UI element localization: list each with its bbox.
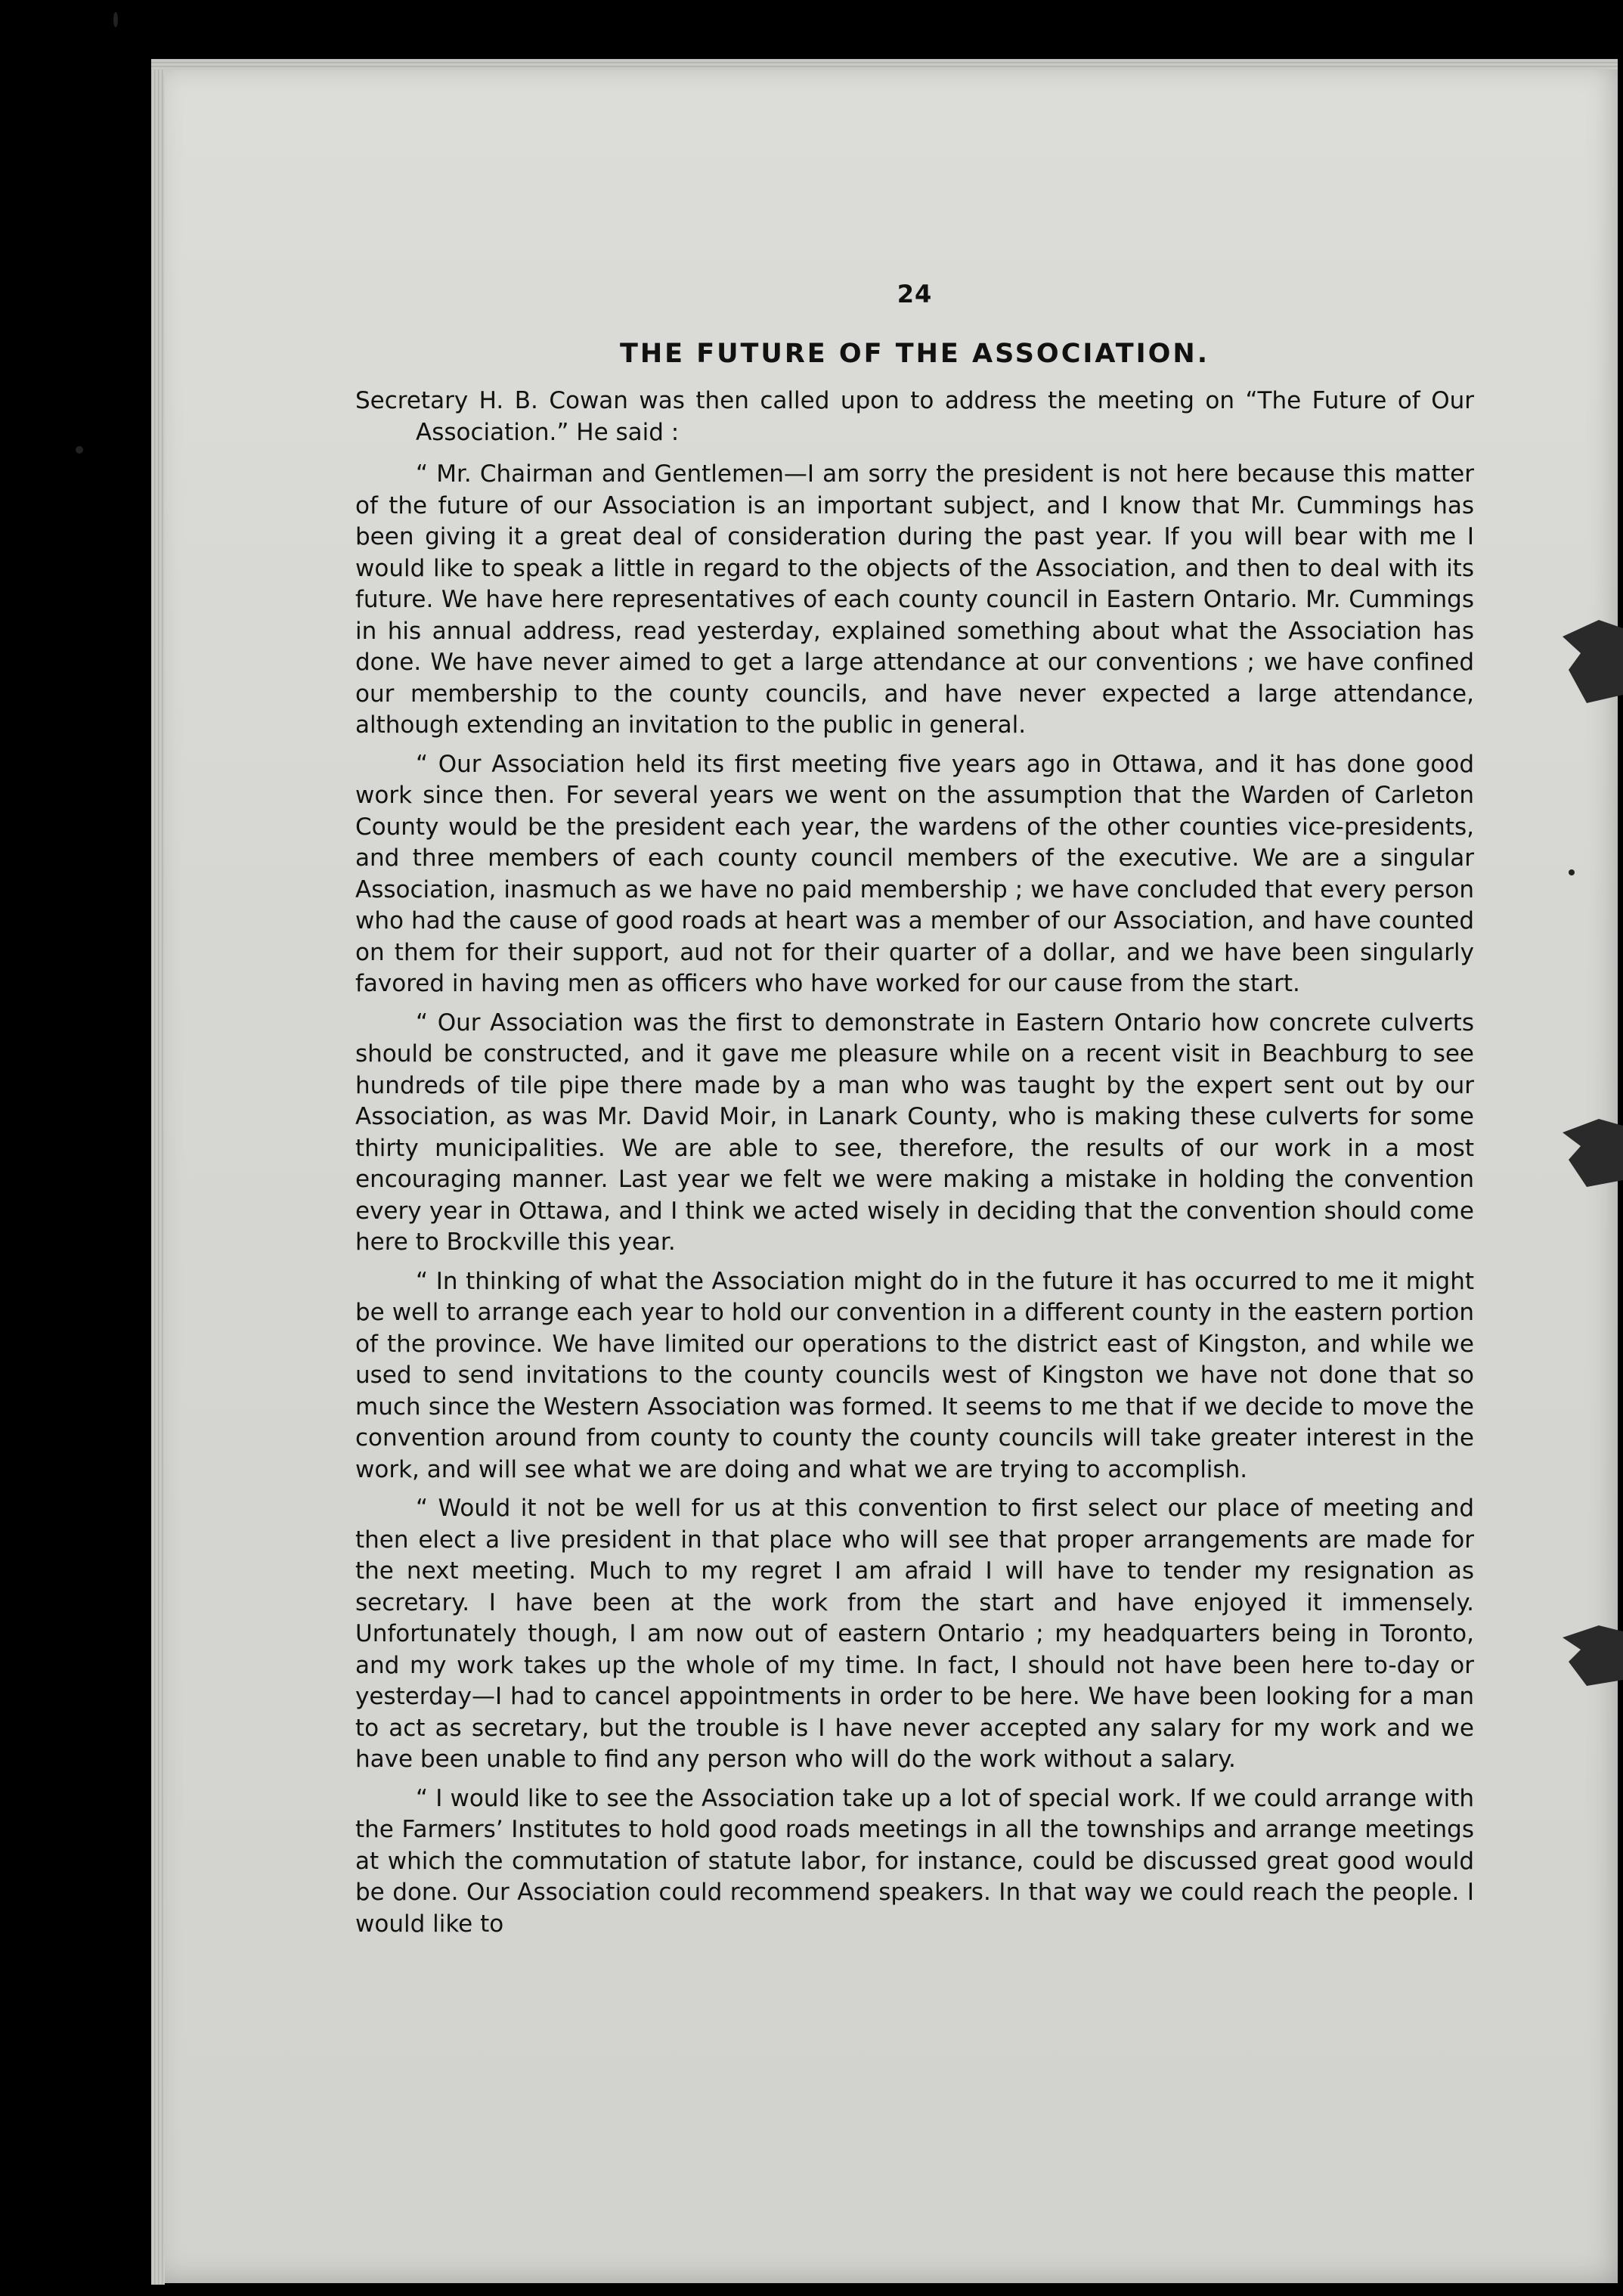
body-paragraph: “ Our Association held its first meeting five years ago in Ottawa, and it has done good work since then. For several years we went on the assumption that the Warden of Carleton County would be the president each year, the wardens of the other counties vice-presidents, and three members of each county council members of the executive. We are a singular Association, inasmuch as we have no paid membership ; we have concluded that every person who had the cause of good roads at heart was a member of our Association, and have counted on them for their support, aud not for their quarter of a dollar, and we have been singularly favored in having men as officers who have worked for our cause from the start. xyxy=(355,750,1474,997)
scan-speck xyxy=(76,446,83,454)
page-top-edge xyxy=(151,59,1618,70)
body-paragraph: “ In thinking of what the Association might do in the future it has occurred to me it might be well to arrange each year to hold our convention in a different county in the eastern portion of the province. We have limited our operations to the district east of Kingston, and while we used to send invitations to the county councils west of Kingston we have not done that so much since the Western Association was formed. It seems to me that if we decide to move the convention around from county to county the county councils will take greater interest in the work, and will see what we are doing and what we are trying to accomplish. xyxy=(355,1267,1474,1483)
intro-paragraph: Secretary H. B. Cowan was then called upon to address the meeting on “The Future of Our Association.” He said : xyxy=(355,387,1474,446)
body-paragraph: “ Our Association was the first to demonstrate in Eastern Ontario how concrete culverts should be constructed, and it gave me pleasure while on a recent visit in Beachburg to see hundreds of tile pipe there made by a man who was taught by the expert sent out by our Association, as was Mr. David Moir, in Lanark County, who is making these culverts for some thirty municipalities. We are able to see, therefore, the results of our work in a most encouraging manner. Last year we felt we were making a mistake in holding the convention every year in Ottawa, and I think we acted wisely in deciding that the convention should come here to Brockville this year. xyxy=(355,1009,1474,1256)
body-paragraph: “ I would like to see the Association take up a lot of special work. If we could arrange with the Farmers’ Institutes to hold good roads meetings in all the townships and arrange meetings at which the commutation of statute labor, for instance, could be discussed great good would be done. Our Association could recommend speakers. In that way we could reach the people. I would like to xyxy=(355,1784,1474,1938)
page-number: 24 xyxy=(897,280,933,308)
body-paragraph: “ Mr. Chairman and Gentlemen—I am sorry the president is not here because this matter of the future of our Association is an important subject, and I know that Mr. Cummings has been giving it a great deal of consideration during the past year. If you will bear with me I would like to speak a little in regard to the objects of the Association, and then to deal with its future. We have here representatives of each county council in Eastern Ontario. Mr. Cummings in his annual address, read yesterday, explained something about what the Association has done. We have never aimed to get a large attendance at our conventions ; we have confined our membership to the county councils, and have never expected a large attendance, although extending an invitation to the public in general. xyxy=(355,460,1474,739)
section-heading: THE FUTURE OF THE ASSOCIATION. xyxy=(619,339,1210,369)
body-paragraph: “ Would it not be well for us at this convention to first select our place of meeting and then elect a live president in that place who will see that proper arrangements are made for the next meeting. Much to my regret I am afraid I will have to tender my resignation as secretary. I have been at the work from the start and have enjoyed it immensely. Unfortunately though, I am now out of eastern Ontario ; my headquarters being in Toronto, and my work takes up the whole of my time. In fact, I should not have been here to-day or yesterday—I had to cancel appointments in order to be here. We have been looking for a man to act as secretary, but the trouble is I have never accepted any salary for my work and we have been unable to find any person who will do the work without a salary. xyxy=(355,1495,1474,1773)
page-text-block xyxy=(355,280,1474,1947)
scan-speck xyxy=(1569,869,1575,875)
page-left-edge xyxy=(151,59,165,2285)
scan-speck xyxy=(113,12,118,27)
